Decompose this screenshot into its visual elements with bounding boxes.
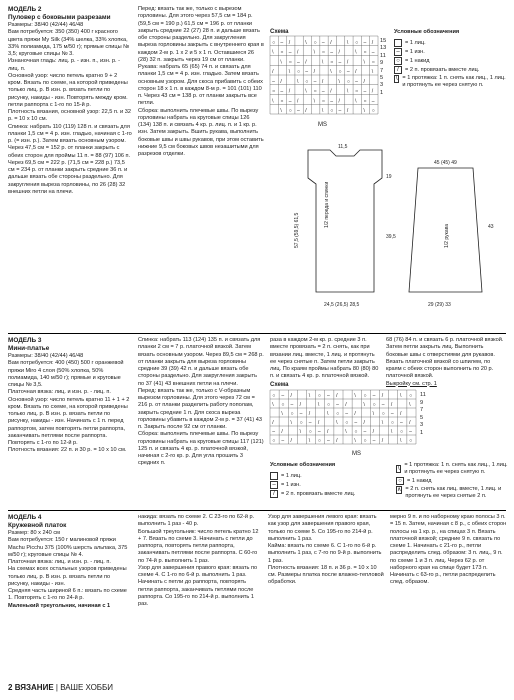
m2-p1: Размеры: 38/40 (42/44) 46/48	[8, 22, 84, 28]
svg-text:/: /	[330, 88, 332, 95]
svg-text:–: –	[330, 98, 334, 105]
svg-text:/: /	[355, 69, 357, 76]
svg-text:/: /	[297, 49, 299, 56]
svg-text:/: /	[272, 420, 274, 427]
svg-text:–: –	[363, 39, 367, 46]
svg-text:–: –	[272, 78, 275, 85]
svg-text:–: –	[281, 393, 285, 400]
svg-text:–: –	[330, 49, 334, 56]
svg-text:/: /	[280, 78, 282, 85]
svg-text:○: ○	[371, 108, 375, 115]
svg-text:\: \	[338, 78, 340, 85]
m2-title2: Пуловер с боковыми разрезами	[8, 14, 111, 21]
m3-legend-left: Условные обозначения = 1 лиц. – = 1 изн. / = 2 п. провязать вместе лиц.	[270, 462, 356, 497]
svg-text:/: /	[330, 39, 332, 46]
svg-text:–: –	[372, 393, 376, 400]
svg-text:/: /	[338, 49, 340, 56]
svg-text:–: –	[281, 438, 285, 445]
svg-text:\: \	[400, 393, 402, 400]
svg-text:–: –	[290, 402, 294, 409]
m3-scheme-label: Схема	[270, 382, 289, 388]
svg-text:–: –	[280, 88, 284, 95]
svg-text:○: ○	[297, 69, 301, 76]
svg-text:–: –	[338, 59, 342, 66]
svg-text:\: \	[327, 411, 329, 418]
svg-text:11,5: 11,5	[338, 144, 348, 150]
footer: 2 ВЯЗАНИЕ | ВАШЕ ХОББИ	[8, 683, 114, 692]
svg-text:/: /	[345, 402, 347, 409]
svg-text:○: ○	[336, 411, 340, 418]
svg-text:\: \	[297, 78, 299, 85]
m2-p6: Спинка: набрать 110 (119) 128 п. и связать для планки 1,5 см = 4 р. изн. гладью, начиная с 1-го р. (= изн. р.). Затем вязать основным узором. Через 47,5 см = 152 р. от планки закрыть с обеих сторон для проймы 11 п. = 88 (97) 106 п. Через 69,5 см = 222 р. (71,5 см = 228 р.) 73,5 см = 234 р. от планки закрыть средние 36 п. и дальше вязать обе стороны раздельно. Для закругления выреза горловины, по 26 (28) 32 внешних петли на плечи.	[8, 123, 132, 195]
svg-text:○: ○	[363, 438, 367, 445]
svg-text:○: ○	[288, 59, 292, 66]
m3-col4: 68 (76) 84 п. и связать 6 р. платочной вязкой. Затем петли закрыть лиц. Выполнить боковые швы с отверстиями для рукавов. Вязать платочной вязкой со шпилем, по краям с обеих сторон выполнить по 20 р. платочной вязкой. Выкройку см. стр. 1	[386, 337, 506, 375]
svg-text:45 (45) 49: 45 (45) 49	[434, 160, 457, 166]
knit-stitch-icon	[394, 39, 402, 47]
pattern-link[interactable]: Выкройку см. стр. 1	[386, 380, 437, 387]
svg-text:–: –	[272, 429, 276, 436]
svg-text:–: –	[354, 420, 358, 427]
svg-text:–: –	[321, 39, 325, 46]
magazine-subtitle: ВАШЕ ХОББИ	[60, 683, 114, 692]
svg-text:\: \	[290, 420, 292, 427]
svg-text:–: –	[297, 59, 300, 66]
svg-text:\: \	[345, 429, 347, 436]
m3-legend-right: \ = 1 протяжка: 1 п. снять как лиц., 1 лиц. и протянуть ее через снятую п. ○ = 1 накид ∧ = 2 п. снять как лиц. вместе, 1 лиц. и протянуть ее через снятые 2 п.	[397, 462, 508, 499]
svg-text:○: ○	[321, 49, 325, 56]
svg-text:\: \	[336, 420, 338, 427]
svg-text:○: ○	[308, 429, 312, 436]
svg-text:–: –	[409, 429, 412, 436]
svg-text:/: /	[327, 429, 329, 436]
svg-text:–: –	[327, 393, 330, 400]
svg-text:\: \	[313, 98, 316, 105]
ssk-icon: \	[397, 465, 400, 472]
svg-text:1/2 рукава: 1/2 рукава	[444, 223, 450, 248]
m3-title1: МОДЕЛЬ 3	[8, 337, 42, 344]
svg-text:○: ○	[390, 420, 394, 427]
svg-text:\: \	[272, 402, 274, 409]
svg-text:/: /	[363, 420, 365, 427]
svg-text:○: ○	[313, 39, 317, 46]
svg-text:/: /	[371, 88, 374, 95]
svg-text:\: \	[313, 49, 316, 56]
svg-text:–: –	[288, 98, 292, 105]
svg-text:/: /	[346, 108, 349, 115]
svg-text:○: ○	[299, 420, 303, 427]
purl-stitch-icon: –	[394, 48, 402, 56]
m2-p8: Рукава: набрать 65 (65) 74 п. и связать для планки 1,5 см = 4 р. изн. гладью. Затем вязать основным узором. Для скоса прибавить с обеих сторон 18 х 1 п. в каждом 8-м р. = 101 (101) 110 п. Через 43 см = 138 р. от планки закрыть все петли.	[138, 64, 263, 107]
m3-col3: раза в каждом 2-м кр. р. средние 3 п. вместе провязать = 2 п. снять, как при вязании лиц. вместе, 1 лиц. и протянуть ее через снятые п. Затем петли закрыть лиц. По краям проймы набрать 80 (80) 80 п. и связать 4 кр. р. платочной вязкой.	[270, 337, 379, 380]
svg-text:–: –	[327, 438, 330, 445]
m2-p2: Вам потребуется: 350 (350) 400 г красного цвета пряжи My Silk (34% шелка, 33% хлопка, 33% полиамида, 175 м/50 г); прямые спицы № 3,5; круговые спицы № 3.	[8, 29, 130, 57]
svg-text:–: –	[381, 402, 385, 409]
svg-text:\: \	[272, 49, 274, 56]
svg-text:–: –	[400, 420, 403, 427]
svg-text:/: /	[354, 411, 356, 418]
yarn-over-icon: ○	[396, 477, 404, 485]
svg-text:–: –	[372, 438, 376, 445]
svg-text:\: \	[354, 393, 356, 400]
svg-text:○: ○	[280, 49, 284, 56]
svg-text:\: \	[381, 420, 384, 427]
m3-col1: МОДЕЛЬ 3 Мини-платье Размеры: 38/40 (42/44) 46/48 Вам потребуется: 400 (450) 500 г оранжевой пряжи Miro 4 слоя (50% хлопка, 50% полиамида, 140 м/50 г); прямые и круговые спицы № 3,5. Платочная вязка: лиц. и изн. р. - лиц. п. Основной узор: число петель кратно 11 + 1 + 2 кром. Вязать по схеме, на которой приведены только лиц. р. В изн. р. вязать петли по рисунку, накиды - изн. Начинать с 1 п. перед раппортом, затем повторять петли раппорта, заканчивать петлями после раппорта. Повторять с 1-го по 12-й р. Плотность вязания: 22 п. и 30 р. = 10 х 10 см.	[8, 337, 132, 507]
svg-text:○: ○	[288, 108, 292, 115]
m2-p3: Изнаночная гладь: лиц. р. - изн. п., изн. р. - лиц. п.	[8, 58, 121, 72]
svg-text:\: \	[409, 402, 411, 409]
svg-text:○: ○	[381, 411, 385, 418]
svg-text:\: \	[272, 98, 274, 105]
knit-stitch-icon	[270, 472, 278, 480]
m3-ms-label: MS	[352, 451, 361, 457]
svg-text:1/2 переда и спинки: 1/2 переда и спинки	[324, 181, 330, 228]
svg-text:/: /	[371, 39, 374, 46]
svg-text:/: /	[308, 411, 311, 418]
svg-text:\: \	[354, 438, 356, 445]
m2-p7: Перед: вязать так же, только с вырезом горловины. Для этого через 57,5 см = 184 р. (59,5 см = 190 р.) 61,5 см = 196 р. от планки закрыть средние 22 (27) 28 п. и дальше вязать обе стороны раздельно. Для закругления выреза горловины закрыть с внутреннего края в каждом 2-м р. 1 х 2 и 5 х 1 п. Оставшиеся 26 (28) 32 п. закрыть через 19 см от планки.	[138, 6, 264, 63]
svg-text:/: /	[281, 429, 283, 436]
svg-text:–: –	[317, 429, 321, 436]
svg-text:\: \	[363, 108, 365, 115]
svg-text:–: –	[355, 78, 358, 85]
svg-text:○: ○	[327, 402, 331, 409]
svg-text:○: ○	[345, 420, 349, 427]
svg-text:\: \	[321, 59, 324, 66]
page-number: 2	[8, 683, 13, 692]
svg-text:○: ○	[272, 438, 276, 445]
yarn-over-icon: ○	[394, 57, 402, 65]
ssk-icon: \	[395, 75, 398, 82]
svg-text:–: –	[363, 429, 367, 436]
svg-text:\: \	[371, 69, 374, 76]
m3-scheme-chart	[270, 390, 418, 448]
svg-text:–: –	[308, 420, 312, 427]
svg-text:○: ○	[280, 98, 284, 105]
svg-text:/: /	[290, 393, 292, 400]
svg-text:○: ○	[281, 402, 285, 409]
m4-col2: накида: вязать по схеме 2. С 23-го по 62-й р. выполнить 1 раз - 40 р. Большой треугольник: число петель кратно 12 + 7. Вязать по схеме 3. Начинать с петли до раппорта, повторять петли раппорта, заканчивать петлями после раппорта. С 60-го по 74-й р. выполнить 1 раз. Узор для завершения правого края: вязать по схеме 4. С 1-го по 6-й р. выполнить 1 раз. Начинать с петли до раппорта, повторять петли раппорта, заканчивать петлями после раппорта. Со 195-го по 214-й р. выполнить 1 раз.	[138, 514, 259, 607]
svg-text:\: \	[317, 402, 320, 409]
m2-p5: Плотность вязания, основной узор: 22,5 п. и 32 р. = 10 х 10 см.	[8, 109, 131, 123]
svg-text:\: \	[280, 59, 282, 66]
svg-text:○: ○	[330, 59, 334, 66]
svg-text:–: –	[305, 69, 309, 76]
svg-text:/: /	[338, 98, 340, 105]
svg-text:\: \	[305, 39, 307, 46]
svg-text:–: –	[363, 88, 367, 95]
m2-p4: Основной узор: число петель кратно 9 + 2 кром. Вязать по схеме, на которой приведены только лиц. р. В изн. р. вязать петли по рисунку, накиды - изн. Повторять между кром. петли раппорта с 1-го по 15-й р.	[8, 72, 128, 108]
svg-text:\: \	[330, 69, 332, 76]
svg-text:\: \	[305, 88, 307, 95]
svg-text:\: \	[355, 49, 357, 56]
svg-text:/: /	[305, 108, 307, 115]
svg-text:○: ○	[321, 98, 325, 105]
svg-text:\: \	[363, 402, 365, 409]
svg-text:43: 43	[488, 224, 494, 230]
svg-text:○: ○	[272, 393, 276, 400]
svg-text:/: /	[288, 39, 291, 46]
svg-text:\: \	[299, 429, 302, 436]
m2-scheme-chart	[270, 36, 380, 132]
m2-col1	[8, 6, 132, 330]
svg-text:○: ○	[363, 49, 367, 56]
svg-text:○: ○	[272, 88, 276, 95]
magazine-brand: ВЯЗАНИЕ	[14, 683, 54, 692]
svg-text:○: ○	[330, 108, 334, 115]
svg-text:–: –	[321, 88, 325, 95]
svg-text:/: /	[336, 438, 338, 445]
m4-col4: мерно 9 п. и по наборному краю полосы 3 п. = 15 п. Затем, начиная с 8 р., с обеих сторон полосы на 1 кр. р., на спицах 3 п. Вязать платочной вязкой; средние 9 п. связать по схеме 1. Начинать с 21-го р., петли распределить след. образом: 3 п. лиц., 9 п. по схеме 1 и 3 п. лиц. Через 62 р. от наборного края на спице будет 173 п. Начинать с 63-го р., петли распределить след. образом.	[390, 514, 507, 586]
m3-col2: Спинка: набрать 113 (124) 135 п. и связать для планки 2 см = 7 р. платочной вязкой. Затем вязать основным узором. Через 89,5 см = 268 р. от планки закрыть для выреза горловины средние 39 (39) 42 п. и дальше вязать обе стороны раздельно. Для закругления закрыть по 37 (41) 43 внешних петли на плечи. Перед: вязать так же, только с V-образным вырезом горловины. Для этого через 72 см = 216 р. от планки разделить работу пополам, закрыть средние 1 п. Для скоса выреза горловины убавить в каждом 2-м р. = 37 (41) 43 п. Закрыть после 92 см от планки. Сборка: выполнить плечевые швы. По вырезу горловины набрать на круговые спицы 117 (121) 125 п. и связать 4 кр. р. платочной вязкой, начиная с 2-го кр. р. Для угла прошить 3 средних п.	[138, 337, 264, 467]
svg-text:/: /	[400, 411, 402, 418]
svg-text:○: ○	[355, 88, 359, 95]
svg-text:\: \	[346, 88, 349, 95]
purl-stitch-icon: –	[270, 481, 278, 489]
svg-text:\: \	[355, 98, 357, 105]
svg-text:○: ○	[305, 78, 309, 85]
svg-text:57,5 (59,5) 61,5: 57,5 (59,5) 61,5	[294, 212, 300, 248]
svg-text:–: –	[336, 402, 339, 409]
svg-text:/: /	[381, 393, 384, 400]
svg-text:○: ○	[363, 98, 367, 105]
svg-text:/: /	[317, 420, 320, 427]
m2-ms-label: MS	[318, 122, 327, 128]
m2-title1: МОДЕЛЬ 2	[8, 6, 42, 13]
divider-1	[8, 333, 506, 334]
m2-col2	[138, 6, 264, 330]
svg-text:–: –	[371, 49, 375, 56]
svg-text:–: –	[371, 98, 375, 105]
svg-text:–: –	[297, 108, 300, 115]
svg-text:/: /	[313, 69, 316, 76]
svg-text:\: \	[308, 393, 311, 400]
svg-text:\: \	[372, 411, 375, 418]
svg-text:/: /	[372, 429, 375, 436]
svg-text:○: ○	[317, 438, 321, 445]
svg-text:/: /	[363, 78, 365, 85]
svg-text:/: /	[321, 78, 324, 85]
cdd-icon: ∧	[397, 486, 402, 493]
svg-text:\: \	[281, 411, 283, 418]
svg-text:/: /	[297, 98, 299, 105]
svg-text:\: \	[280, 108, 282, 115]
m3-row-numbers: 11 9 7 5 3 1	[420, 392, 426, 436]
m3-title2: Мини-платье	[8, 345, 50, 352]
svg-text:\: \	[288, 69, 291, 76]
svg-text:–: –	[338, 108, 342, 115]
svg-text:–: –	[346, 69, 350, 76]
svg-text:–: –	[390, 411, 394, 418]
svg-text:○: ○	[346, 78, 350, 85]
svg-text:–: –	[288, 49, 292, 56]
svg-text:/: /	[288, 88, 291, 95]
svg-text:○: ○	[338, 69, 342, 76]
svg-text:○: ○	[400, 429, 404, 436]
svg-text:–: –	[280, 39, 284, 46]
svg-text:○: ○	[354, 429, 358, 436]
m2-row-numbers: 15 13 11 9 7 5 3 1	[380, 38, 387, 96]
m4-col3: Узор для завершения левого края: вязать как узор для завершения правого края, только по схеме 5. Со 195-го по 214-й р. выполнить 1 раз. Кайма: вязать по схеме 6. С 1-го по 6-й р. выполнить 1 раз, с 7-го по 9-й р. выполнить 1 раз. Плотность вязания: 18 п. и 36 р. = 10 х 10 см. Размеры платка после влажно-тепловой обработки.	[268, 514, 384, 586]
m2-legend: Условные обозначения = 1 лиц. – = 1 изн. ○ = 1 накид / = 2 п. провязать вместе лиц. \ = 1 протяжка: 1 п. снять как лиц., 1 лиц. и протянуть ее через снятую п.	[394, 29, 506, 88]
m2-pattern-diagram	[268, 138, 508, 312]
svg-text:○: ○	[313, 88, 317, 95]
svg-text:–: –	[299, 411, 303, 418]
svg-text:/: /	[381, 438, 384, 445]
svg-text:○: ○	[317, 393, 321, 400]
svg-text:\: \	[390, 429, 393, 436]
k2tog-icon: /	[394, 66, 402, 74]
svg-text:○: ○	[355, 39, 359, 46]
svg-text:–: –	[345, 411, 349, 418]
svg-text:○: ○	[363, 393, 367, 400]
svg-text:○: ○	[372, 402, 376, 409]
svg-text:○: ○	[272, 39, 276, 46]
svg-text:○: ○	[290, 411, 294, 418]
svg-text:39,5: 39,5	[386, 234, 396, 240]
svg-text:\: \	[308, 438, 311, 445]
svg-text:19: 19	[386, 174, 392, 180]
svg-text:/: /	[272, 69, 274, 76]
svg-text:○: ○	[409, 438, 413, 445]
svg-text:/: /	[409, 420, 411, 427]
svg-text:–: –	[313, 78, 317, 85]
svg-text:29 (29) 33: 29 (29) 33	[428, 302, 451, 308]
svg-text:\: \	[346, 39, 349, 46]
svg-text:\: \	[400, 438, 402, 445]
svg-text:/: /	[305, 59, 307, 66]
divider-2	[8, 510, 506, 511]
svg-text:/: /	[299, 402, 302, 409]
svg-text:/: /	[346, 59, 349, 66]
svg-text:○: ○	[371, 59, 375, 66]
svg-text:/: /	[336, 393, 338, 400]
svg-text:/: /	[290, 438, 292, 445]
m2-scheme-label: Схема	[270, 29, 289, 35]
svg-text:24,5 (26,5) 28,5: 24,5 (26,5) 28,5	[324, 302, 360, 308]
svg-text:\: \	[363, 59, 365, 66]
svg-text:/: /	[390, 402, 393, 409]
m2-p9: Сборка: выполнить плечевые швы. По вырезу горловины набрать на круговые спицы 126 (134) 138 п. и связать 4 кр. р. лиц. п. и 1 кр. р. изн. Затем закрыть. Вшить рукава, выполнить боковые швы и швы рукавов, при этом оставить нижние 9,5 см боковых швов незашитыми для разрезов отделки.	[138, 107, 264, 157]
m4-col1: МОДЕЛЬ 4 Кружевной платок Размер: 80 х 240 см Вам потребуется: 150 г малиновой пряжи Machu Picchu 375 (100% шерсть альпака, 375 м/50 г); круговые спицы № 4. Платочная вязка: лиц. и изн. р. - лиц. п. На схемах всех остальных узоров приведены только лиц. р. В изн. р. вязать петли по рисунку, накиды - изн. Средняя часть шириной 6 п.: вязать по схеме 1. Повторять с 1-го по 24-й р. Маленький треугольник, начиная с 1	[8, 514, 128, 609]
svg-text:\: \	[321, 108, 324, 115]
k2tog-icon: /	[270, 490, 278, 498]
svg-text:○: ○	[409, 393, 413, 400]
